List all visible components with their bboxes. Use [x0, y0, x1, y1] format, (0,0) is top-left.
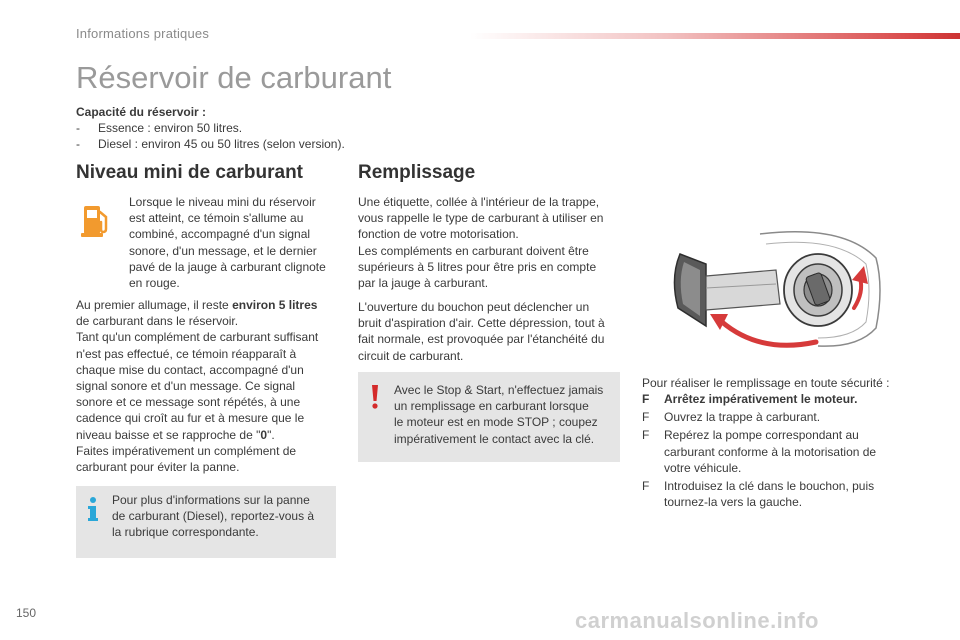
info-box-text: Pour plus d'informations sur la panne de carburant (Diesel), reportez-vous à la rubrique correspondante.: [112, 493, 315, 540]
procedure-steps: [642, 391, 904, 512]
fuel-flap-illustration: [668, 218, 886, 358]
capacity-item: - Essence : environ 50 litres.: [76, 121, 243, 135]
capacity-item: - Diesel : environ 45 ou 50 litres (selon version).: [76, 137, 345, 151]
info-icon: [86, 496, 100, 522]
capacity-block: [76, 104, 345, 152]
procedure-intro: Pour réaliser le remplissage en toute sécurité :: [642, 376, 890, 390]
procedure-step: F Introduisez la clé dans le bouchon, puis tournez-la vers la gauche.: [642, 479, 875, 510]
warning-exclamation-icon: [370, 384, 380, 410]
procedure-step: F Arrêtez impérativement le moteur.: [642, 392, 858, 406]
header-accent-line: [470, 33, 960, 39]
remplissage-paragraph-1: Une étiquette, collée à l'intérieur de la trappe, vous rappelle le type de carburant à utiliser en fonction de votre motorisation. Les compléments en carburant doivent être supérieurs à 5 litres pour être pris en compte par la jauge à carburant.: [358, 195, 604, 291]
fuel-pump-icon: [78, 200, 114, 240]
watermark: carmanualsonline.info: [575, 608, 819, 633]
page-number: 150: [16, 606, 37, 620]
procedure-step: F Ouvrez la trappe à carburant.: [642, 410, 821, 425]
procedure-step: F Repérez la pompe correspondant au carburant conforme à la motorisation de votre véhicule.: [642, 428, 877, 475]
remplissage-heading: Remplissage: [358, 162, 476, 183]
niveau-icon-text: Lorsque le niveau mini du réservoir est atteint, ce témoin s'allume au combiné, accompagné d'un signal sonore, d'un message, et le dernier pavé de la jauge à carburant clignote en rouge.: [129, 195, 326, 291]
niveau-heading: Niveau mini de carburant: [76, 162, 304, 183]
section-tag: Informations pratiques: [76, 26, 210, 41]
niveau-paragraph: Au premier allumage, il reste environ 5 litres de carburant dans le réservoir. Tant qu'un complément de carburant suffisant n'est pas effectué, ce témoin réapparaît à chaque mise du contact, accompagné d'un signal sonore et d'un message. Ce signal sonore et ce message sont répétés, à une cadence qui croît au fur et à mesure que le niveau baisse et se rapproche de "0". Faites impérativement un complément de carburant pour éviter la panne.: [76, 298, 319, 475]
page-title: Réservoir de carburant: [76, 60, 392, 95]
warning-box: [358, 372, 620, 462]
info-box: [76, 486, 336, 558]
capacity-title: Capacité du réservoir :: [76, 105, 207, 119]
warning-box-text: Avec le Stop & Start, n'effectuez jamais un remplissage en carburant lorsque le moteur est en mode STOP ; coupez impérativement le contact avec la clé.: [394, 383, 604, 446]
remplissage-paragraph-2: L'ouverture du bouchon peut déclencher un bruit d'aspiration d'air. Cette dépression, tout à fait normale, est provoquée par l'étanchéité du circuit de carburant.: [358, 300, 605, 363]
